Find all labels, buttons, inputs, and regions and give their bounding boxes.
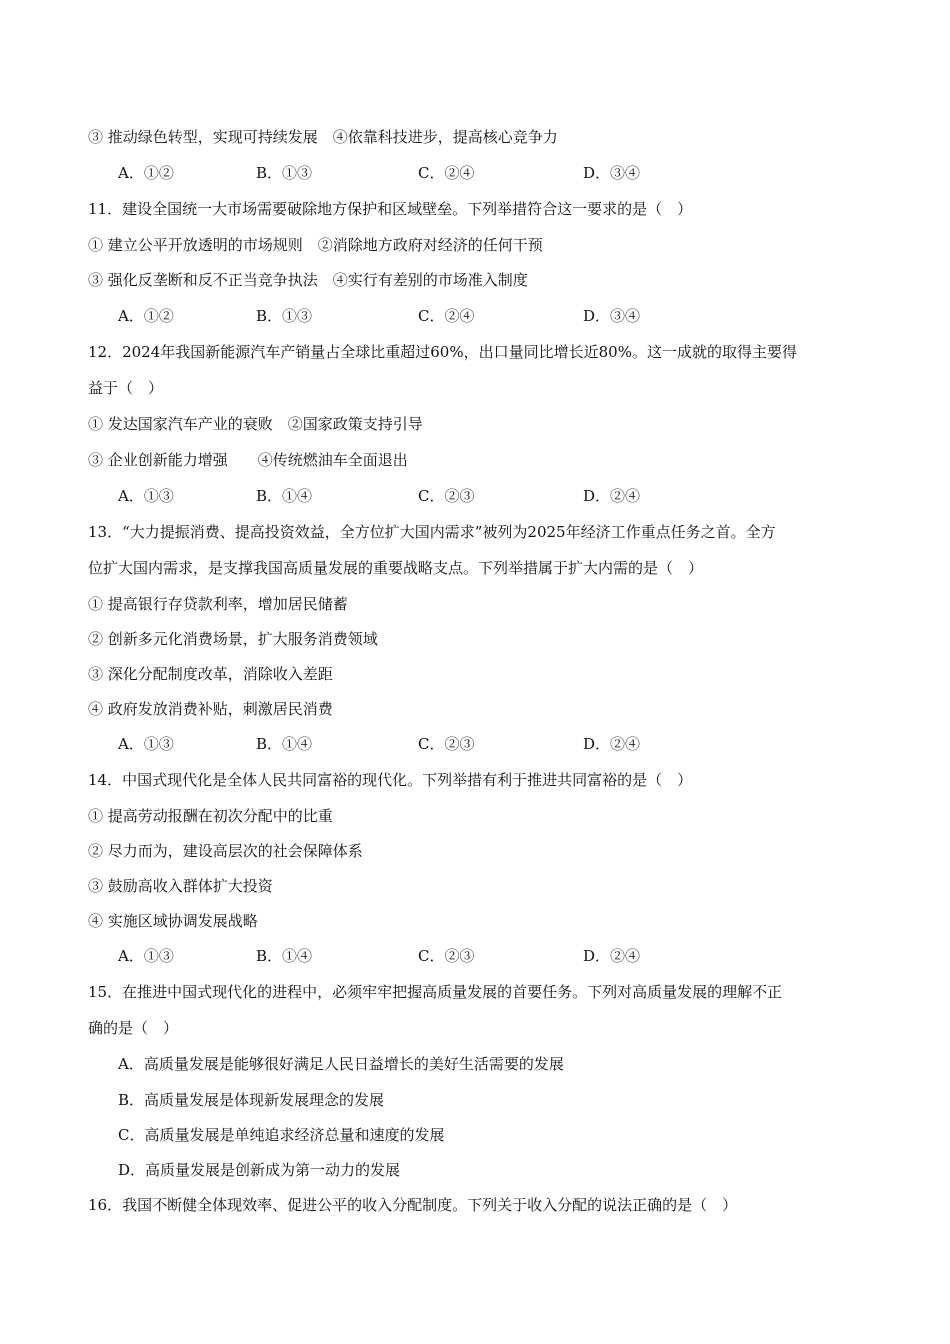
q12-stem-line-2: 益于（ ） — [88, 379, 164, 397]
q11-option-b: B．①③ — [256, 307, 313, 325]
q13-statement-2: ② 创新多元化消费场景，扩大服务消费领域 — [88, 630, 378, 648]
q13-statement-4: ④ 政府发放消费补贴，刺激居民消费 — [88, 700, 333, 718]
q14-statement-2: ② 尽力而为，建设高层次的社会保障体系 — [88, 842, 363, 860]
q14-option-b: B．①④ — [256, 947, 313, 965]
q12-option-b: B．①④ — [256, 487, 313, 505]
q11-statement-line-1: ① 建立公平开放透明的市场规则 ②消除地方政府对经济的任何干预 — [88, 236, 543, 254]
q16-stem: 16．我国不断健全体现效率、促进公平的收入分配制度。下列关于收入分配的说法正确的是（ ） — [88, 1196, 738, 1214]
q10-option-a: A．①② — [118, 164, 174, 182]
q13-option-a: A．①③ — [118, 735, 174, 753]
q12-option-d: D．②④ — [583, 487, 641, 505]
q12-statement-line-2: ③ 企业创新能力增强 ④传统燃油车全面退出 — [88, 451, 408, 469]
q13-statement-1: ① 提高银行存贷款利率，增加居民储蓄 — [88, 595, 348, 613]
q14-option-c: C．②③ — [418, 947, 475, 965]
q11-option-d: D．③④ — [583, 307, 641, 325]
q10-option-b: B．①③ — [256, 164, 313, 182]
q10-statement-line: ③ 推动绿色转型，实现可持续发展 ④依靠科技进步，提高核心竞争力 — [88, 128, 558, 146]
q15-option-a: A．高质量发展是能够很好满足人民日益增长的美好生活需要的发展 — [118, 1055, 564, 1073]
q14-option-d: D．②④ — [583, 947, 641, 965]
q15-stem-line-2: 确的是（ ） — [88, 1019, 179, 1037]
q14-option-a: A．①③ — [118, 947, 174, 965]
q12-option-a: A．①③ — [118, 487, 174, 505]
q14-statement-1: ① 提高劳动报酬在初次分配中的比重 — [88, 807, 333, 825]
q15-option-d: D．高质量发展是创新成为第一动力的发展 — [118, 1161, 401, 1179]
q10-option-c: C．②④ — [418, 164, 475, 182]
q13-option-d: D．②④ — [583, 735, 641, 753]
q13-statement-3: ③ 深化分配制度改革，消除收入差距 — [88, 665, 333, 683]
q10-option-d: D．③④ — [583, 164, 641, 182]
q15-option-b: B．高质量发展是体现新发展理念的发展 — [118, 1091, 385, 1109]
q13-option-b: B．①④ — [256, 735, 313, 753]
q13-stem-line-2: 位扩大国内需求，是支撑我国高质量发展的重要战略支点。下列举措属于扩大内需的是（ ） — [88, 559, 704, 577]
q12-statement-line-1: ① 发达国家汽车产业的衰败 ②国家政策支持引导 — [88, 415, 423, 433]
q11-option-a: A．①② — [118, 307, 174, 325]
q15-stem-line-1: 15．在推进中国式现代化的进程中，必须牢牢把握高质量发展的首要任务。下列对高质量发展的理解不正 — [88, 983, 783, 1001]
q15-option-c: C．高质量发展是单纯追求经济总量和速度的发展 — [118, 1126, 445, 1144]
q13-stem-line-1: 13．“大力提振消费、提高投资效益，全方位扩大国内需求”被列为2025年经济工作重点任务之首。全方 — [88, 523, 776, 541]
q14-stem: 14．中国式现代化是全体人民共同富裕的现代化。下列举措有利于推进共同富裕的是（ ） — [88, 771, 693, 789]
q14-statement-4: ④ 实施区域协调发展战略 — [88, 912, 258, 930]
q14-statement-3: ③ 鼓励高收入群体扩大投资 — [88, 877, 273, 895]
q11-stem: 11．建设全国统一大市场需要破除地方保护和区域壁垒。下列举措符合这一要求的是（ ） — [88, 200, 693, 218]
q11-statement-line-2: ③ 强化反垄断和反不正当竞争执法 ④实行有差别的市场准入制度 — [88, 271, 528, 289]
q12-option-c: C．②③ — [418, 487, 475, 505]
q11-option-c: C．②④ — [418, 307, 475, 325]
q13-option-c: C．②③ — [418, 735, 475, 753]
q12-stem-line-1: 12．2024年我国新能源汽车产销量占全球比重超过60%，出口量同比增长近80%。这一成就的取得主要得 — [88, 343, 797, 361]
